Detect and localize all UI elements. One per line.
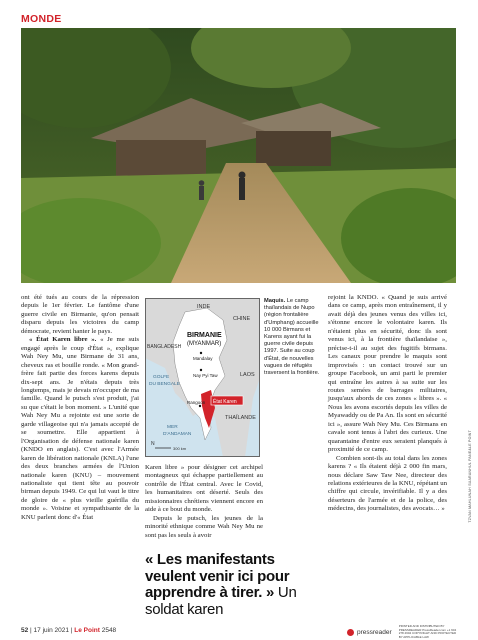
photo-caption	[264, 298, 324, 377]
issue-number: 2548	[99, 627, 117, 634]
page-footer	[21, 627, 116, 634]
map-label-rangoon: Rangoon	[187, 400, 206, 405]
issue-date: | 17 juin 2021 |	[28, 627, 75, 634]
paragraph	[21, 336, 139, 522]
map-label-country-alt: (MYANMAR)	[187, 341, 222, 347]
paragraph-text: « Je me suis engagé après le coup d'État », explique Wah Ney Mu, une Birmane de 31 ans, cheveux ras et bouille ronde. « Mon grand-frère fait partie des forces karens depuis dix-sept ans. Je n'étais depuis très longtemps, mais je devais m'occuper de ma famille. Quand le putsch s'est produit, j'ai su que c'était le bon moment. » L'unité que Wah Ney Mu a rejointe est une sorte de garde villageoise qui n'a jamais accepté de se soumettre. Elle appartient à l'Organisation de défense nationale karen (KNDO en anglais). C'est avec l'Armée karen de libération nationale (KNLA) l'une des deux branches armées de l'Union nationale karen (KNU) – mouvement nationaliste qui tient tête au pouvoir birman depuis 1949. Ce qui lui vaut le titre de gloire de « plus vieille guérilla du monde ». Voisine et sympathisante de la KNU parlent donc d'« État	[21, 336, 139, 521]
map-label-laos: LAOS	[240, 372, 255, 378]
map-label-naypyitaw: Nay Pyi Taw	[193, 373, 218, 378]
map-label-china: CHINE	[233, 316, 251, 322]
map-label-mandalay: Mandalay	[193, 356, 213, 361]
paragraph: Karen libre » pour désigner cet archipel montagneux qui échappe partiellement au contrôle de l'État central. Avec le Covid, les humanitaires ont déserté. Seuls des missionnaires chrétiens viennent encore en aide à ce bout du monde.	[145, 464, 263, 514]
map-label-gulf-2: DU BENGALE	[149, 382, 180, 387]
paragraph: rejoint la KNDO. « Quand je suis arrivé dans ce camp, après mon entraînement, il y avait déjà des jeunes venus des villes ici, s'étonne encore le volontaire karen. Ils n'étaient plus en sécurité, donc ils sont venus ici, à la frontière thaïlandaise », précise-t-il au sujet des fugitifs birmans. Les canaux pour prendre le maquis sont improvisés : un contact trouvé sur un groupe Facebook, un ami parti le premier qui entraîne les autres à sa suite sur les routes semées de barrages militaires, jusqu'aux abords de ces zones « libres ». « Nous les avons escortés depuis les villes de Myawaddy ou de Pa An. Ils sont en sécurité ici », assure Wah Ney Mu. Ces Birmans en cavale sont tenus à l'abri des curieux. Une quarantaine d'entre eux seraient planqués à proximité de ce camp.	[328, 294, 447, 454]
map-label-karen: État Karen	[213, 398, 237, 405]
caption-title: Maquis.	[264, 298, 286, 304]
article-column-1	[21, 294, 139, 522]
map-scale: 300 km	[173, 446, 187, 451]
refugee-camp-photo	[21, 28, 456, 283]
article-column-3	[328, 294, 447, 514]
pull-quote-attribution: Un soldat karen	[145, 584, 297, 618]
paragraph: Depuis le putsch, les jeunes de la minorité ethnique comme Wah Ney Mu ne sont pas les seuls à avoir	[145, 514, 263, 539]
paragraph: ont été tués au cours de la répression depuis le 1er février. Le fantôme d'une guerre civile en Birmanie, qu'on pensait disparu depuis les victoires du camp démocrate, revient hanter le pays.	[21, 294, 139, 335]
pressreader-badge	[347, 625, 459, 639]
pull-quote	[145, 552, 323, 618]
burma-map	[145, 298, 260, 457]
map-label-sea-2: D'ANDAMAN	[163, 432, 192, 437]
map-label-india: INDE	[197, 304, 211, 310]
section-label: MONDE	[21, 13, 62, 25]
paragraph: Combien sont-ils au total dans les zones karens ? « Ils étaient déjà 2 000 fin mars, nous déclare Saw Taw Nee, directeur des relations extérieures de la KNU, répétant un chiffre qui circule, invérifiable. Il y a des déserteurs de l'armée et de la police, des médecins, des journalistes, des avocats… »	[328, 454, 448, 513]
pressreader-note: PRINTED AND DISTRIBUTED BY PRESSREADER PressReader.com +1 604 278 4604 COPYRIGHT AND PROTECTED BY APPLICABLE LAW	[398, 624, 457, 639]
map-label-bangladesh: BANGLADESH	[147, 344, 182, 350]
pull-quote-text: « Les manifestants veulent venir ici pour apprendre à tirer. »	[145, 551, 290, 601]
map-label-gulf: GOLFE	[153, 375, 170, 380]
north-arrow-icon: N	[151, 441, 155, 447]
pressreader-logo-icon	[347, 629, 354, 636]
map-label-sea: MER	[167, 425, 178, 430]
map-label-thailand: THAÏLANDE	[225, 415, 256, 421]
pressreader-brand: pressreader	[357, 628, 392, 636]
photo-credit: TZVAN MAHLUNAH SUARANHUL PANE&LE POINT	[468, 430, 472, 523]
map-label-country: BIRMANIE	[187, 332, 222, 339]
subhead: « État Karen libre ».	[29, 336, 97, 344]
caption-text: Le camp thaïlandais de Nupo (région frontalière d'Umphang) accueille 10 000 Birmans et Karens ayant fui la guerre civile depuis 1997. Suite au coup d'État, de nouvelles vagues de réfugiés traversent la frontière.	[264, 298, 320, 377]
article-column-2	[145, 464, 263, 540]
page-number: 52	[21, 627, 29, 634]
magazine-name: Le Point	[74, 627, 100, 634]
